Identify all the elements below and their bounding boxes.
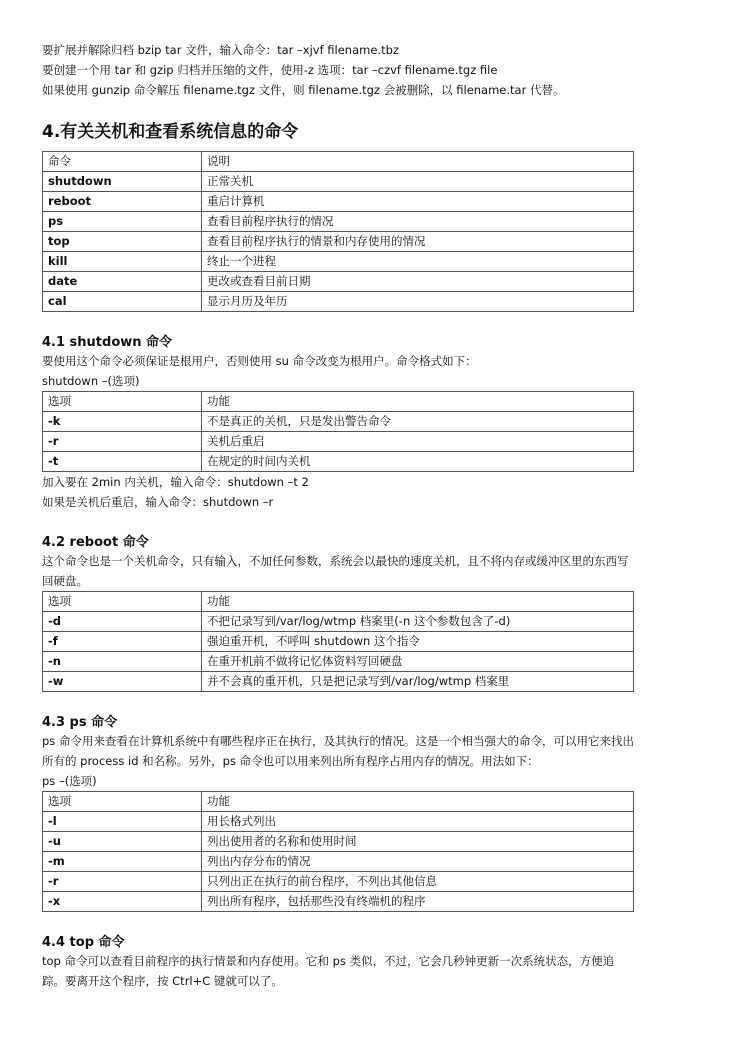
cell-description: 终止一个进程 (202, 252, 634, 272)
section-4-1-heading: 4.1 shutdown 命令 (42, 335, 173, 350)
intro-line: 要扩展并解除归档 bzip tar 文件，输入命令：tar –xjvf filename.tbz (42, 43, 399, 57)
section-4-3-desc: ps 命令用来查看在计算机系统中有哪些程序正在执行，及其执行的情况。这是一个相当强大的命令，可以用它来找出所有的 process id 和名称。另外，ps 命令也可以用来列出所有程序占用内存的情况。用法如下： (42, 734, 634, 768)
cell-command: shutdown (43, 172, 202, 192)
cell-option: -n (43, 652, 202, 672)
section-4-4-heading-wrap (42, 934, 634, 951)
cell-description: 查看目前程序执行的情景和内存使用的情况 (202, 232, 634, 252)
section-4-1-note: 如果是关机后重启，输入命令：shutdown –r (42, 495, 274, 509)
table-row (43, 852, 634, 872)
section-4-heading: 4.有关关机和查看系统信息的命令 (42, 122, 299, 142)
table-row (43, 292, 634, 312)
table-row (43, 452, 634, 472)
section-4-2-desc: 这个命令也是一个关机命令，只有输入，不加任何参数，系统会以最快的速度关机，且不将内存或缓冲区里的东西写回硬盘。 (42, 554, 629, 588)
cell-function: 列出使用者的名称和使用时间 (202, 832, 634, 852)
table-header-row (43, 392, 634, 412)
header-function: 功能 (202, 592, 634, 612)
table-row (43, 832, 634, 852)
section-4-2-table (42, 591, 634, 692)
table-header-row (43, 152, 634, 172)
header-command: 命令 (43, 152, 202, 172)
table-row (43, 812, 634, 832)
table-header-row (43, 792, 634, 812)
cell-function: 列出所有程序，包括那些没有终端机的程序 (202, 892, 634, 912)
table-row (43, 632, 634, 652)
cell-function: 强迫重开机，不呼叫 shutdown 这个指令 (202, 632, 634, 652)
table-row (43, 892, 634, 912)
table-row (43, 252, 634, 272)
section-4-1-heading-wrap (42, 334, 634, 351)
table-row (43, 232, 634, 252)
cell-function: 列出内存分布的情况 (202, 852, 634, 872)
header-option: 选项 (43, 792, 202, 812)
table-row (43, 172, 634, 192)
section-4-1-desc: 要使用这个命令必须保证是根用户，否则使用 su 命令改变为根用户。命令格式如下： (42, 354, 477, 368)
section-4-2-heading: 4.2 reboot 命令 (42, 535, 149, 550)
cell-description: 正常关机 (202, 172, 634, 192)
section-4-1-table (42, 391, 634, 472)
intro-line: 要创建一个用 tar 和 gzip 归档并压缩的文件，使用-z 选项：tar –czvf filename.tgz file (42, 63, 498, 77)
section-4-1-syntax: shutdown –(选项) (42, 374, 140, 388)
section-4-table (42, 151, 634, 312)
table-row (43, 872, 634, 892)
cell-function: 在重开机前不做将记忆体资料写回硬盘 (202, 652, 634, 672)
cell-option: -k (43, 412, 202, 432)
cell-command: date (43, 272, 202, 292)
cell-function: 只列出正在执行的前台程序，不列出其他信息 (202, 872, 634, 892)
cell-command: reboot (43, 192, 202, 212)
cell-option: -w (43, 672, 202, 692)
table-row (43, 212, 634, 232)
cell-command: cal (43, 292, 202, 312)
cell-option: -u (43, 832, 202, 852)
section-4-3-heading-wrap (42, 714, 634, 731)
header-option: 选项 (43, 392, 202, 412)
section-4-3-syntax: ps –(选项) (42, 774, 97, 788)
intro-block (42, 40, 634, 100)
cell-function: 在规定的时间内关机 (202, 452, 634, 472)
header-function: 功能 (202, 392, 634, 412)
cell-option: -f (43, 632, 202, 652)
cell-command: top (43, 232, 202, 252)
cell-command: kill (43, 252, 202, 272)
table-row (43, 432, 634, 452)
table-row (43, 652, 634, 672)
intro-line: 如果使用 gunzip 命令解压 filename.tgz 文件，则 filename.tgz 会被删除，以 filename.tar 代替。 (42, 83, 565, 97)
cell-description: 查看目前程序执行的情况 (202, 212, 634, 232)
cell-function: 不把记录写到/var/log/wtmp 档案里(-n 这个参数包含了-d) (202, 612, 634, 632)
cell-option: -t (43, 452, 202, 472)
section-4-3-table (42, 791, 634, 912)
cell-function: 用长格式列出 (202, 812, 634, 832)
cell-option: -r (43, 872, 202, 892)
cell-option: -d (43, 612, 202, 632)
table-row (43, 192, 634, 212)
cell-option: -r (43, 432, 202, 452)
cell-option: -x (43, 892, 202, 912)
section-4-4-heading: 4.4 top 命令 (42, 935, 125, 950)
header-description: 说明 (202, 152, 634, 172)
section-4-1-note: 加入要在 2min 内关机，输入命令：shutdown –t 2 (42, 475, 309, 489)
cell-description: 更改或查看目前日期 (202, 272, 634, 292)
table-header-row (43, 592, 634, 612)
cell-option: -m (43, 852, 202, 872)
table-row (43, 412, 634, 432)
table-row (43, 672, 634, 692)
table-row (43, 272, 634, 292)
section-4-2-heading-wrap (42, 534, 634, 551)
cell-function: 并不会真的重开机，只是把记录写到/var/log/wtmp 档案里 (202, 672, 634, 692)
section-4-4-desc: top 命令可以查看目前程序的执行情景和内存使用。它和 ps 类似，不过，它会几秒钟更新一次系统状态，方便追踪。要离开这个程序，按 Ctrl+C 键就可以了。 (42, 954, 615, 988)
header-option: 选项 (43, 592, 202, 612)
cell-description: 显示月历及年历 (202, 292, 634, 312)
cell-description: 重启计算机 (202, 192, 634, 212)
section-4-3-heading: 4.3 ps 命令 (42, 715, 118, 730)
cell-command: ps (43, 212, 202, 232)
section-4-heading-wrap (42, 121, 634, 143)
table-row (43, 612, 634, 632)
header-function: 功能 (202, 792, 634, 812)
document-page (42, 40, 634, 991)
cell-option: -l (43, 812, 202, 832)
cell-function: 关机后重启 (202, 432, 634, 452)
cell-function: 不是真正的关机，只是发出警告命令 (202, 412, 634, 432)
